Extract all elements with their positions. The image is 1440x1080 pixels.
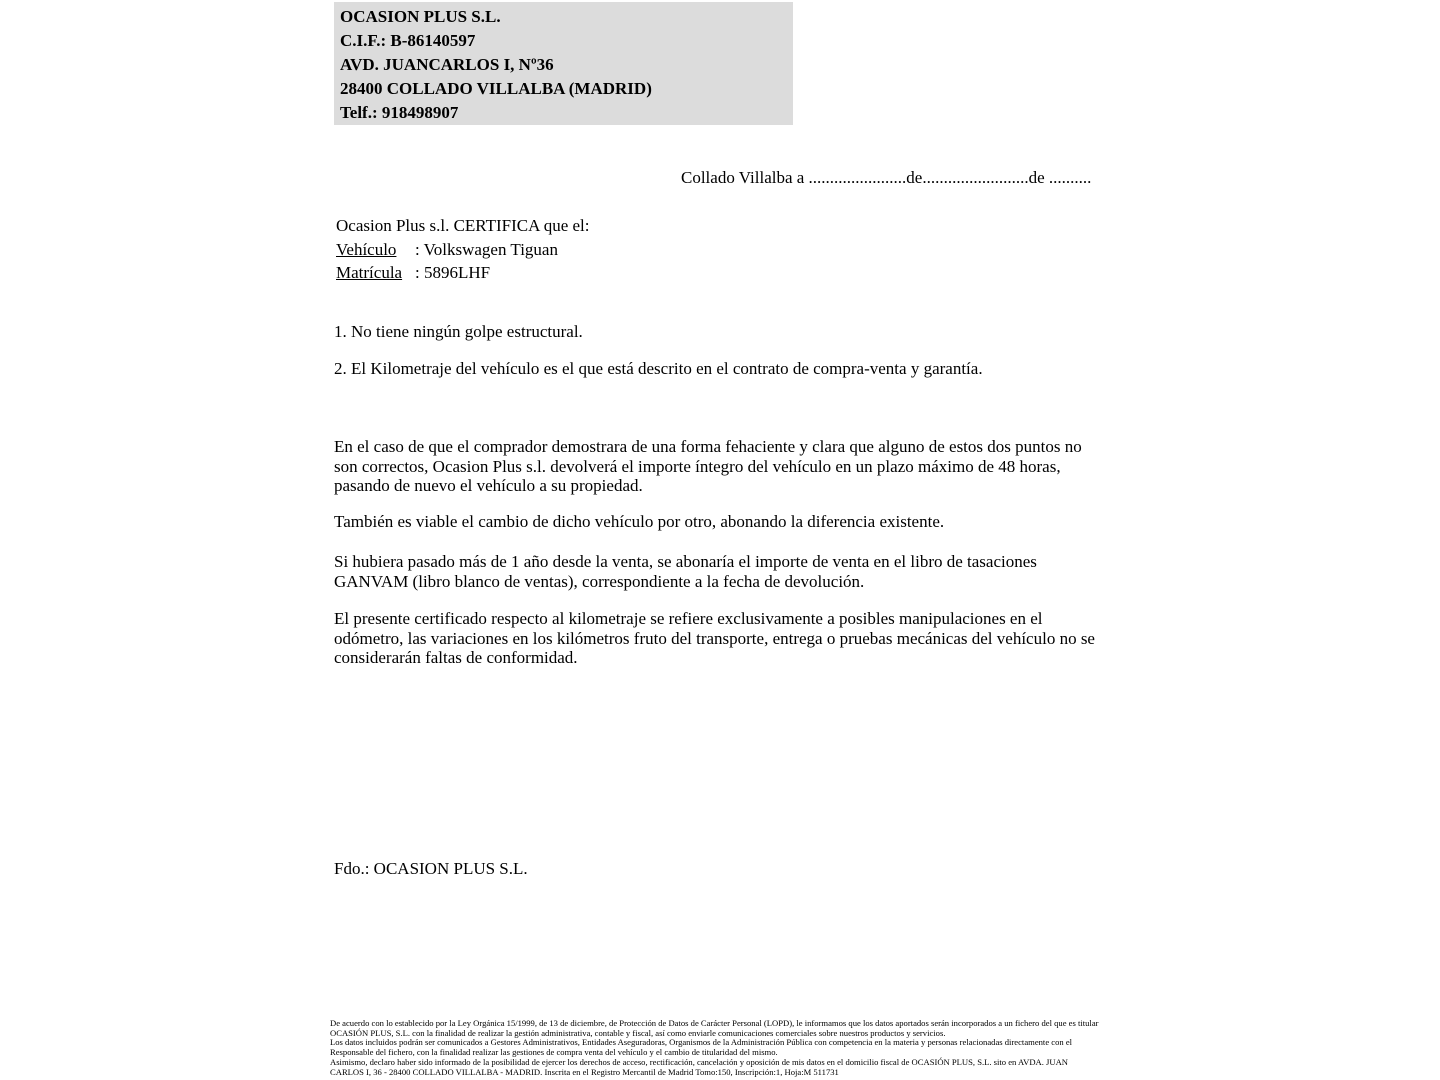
legal-line: De acuerdo con lo establecido por la Ley Orgánica 15/1999, de 13 de diciembre, de Protección de Datos de Carácter Personal (LOPD), le informamos que los datos aportados serán incorporados a un fichero del que es titular bbox=[330, 1018, 1099, 1028]
vehicle-row bbox=[336, 238, 590, 262]
paragraph-odometer-clause: El presente certificado respecto al kilometraje se refiere exclusivamente a posibles manipulaciones en el odómetro, las variaciones en los kilómetros fruto del transporte, entrega o pruebas mecánicas del vehículo no se considerarán faltas de conformidad. bbox=[334, 609, 1095, 668]
legal-line: Asimismo, declaro haber sido informado de la posibilidad de ejercer los derechos de acceso, rectificación, cancelación y oposición de mis datos en el domicilio fiscal de OCASIÓN PLUS, S.L. sito en AVDA. JUAN bbox=[330, 1056, 1069, 1067]
company-name: OCASION PLUS S.L. bbox=[340, 7, 501, 26]
point-structural: 1. No tiene ningún golpe estructural. bbox=[334, 322, 583, 341]
company-address: AVD. JUANCARLOS I, Nº36 bbox=[340, 55, 554, 74]
legal-line: Los datos incluidos podrán ser comunicados a Gestores Administrativos, Entidades Aseguradoras, Organismos de la Administración Pública con competencia en la materia y personas relacionadas directamente con el bbox=[330, 1037, 1073, 1048]
legal-line: CARLOS I, 36 - 28400 COLLADO VILLALBA - MADRID. Inscrita en el Registro Mercantil de Madrid Tomo:150, Inscripción:1, Hoja:M 511731 bbox=[330, 1066, 839, 1077]
legal-line: OCASIÓN PLUS, S.L. con la finalidad de realizar la gestión administrativa, contable y fiscal, así como enviarle comunicaciones comerciales sobre nuestros productos y servicios. bbox=[330, 1027, 946, 1038]
company-cif: C.I.F.: B-86140597 bbox=[340, 31, 476, 50]
vehicle-value: : Volkswagen Tiguan bbox=[415, 239, 558, 259]
vehicle-label: Vehículo bbox=[336, 239, 397, 259]
date-fill-in-line: Collado Villalba a .......................de.........................de .......... bbox=[681, 168, 1092, 187]
plate-value: : 5896LHF bbox=[415, 263, 491, 282]
company-phone: Telf.: 918498907 bbox=[340, 103, 459, 122]
legal-fine-print bbox=[330, 1019, 1120, 1077]
certify-block bbox=[336, 214, 590, 285]
paragraph-ganvam-clause: Si hubiera pasado más de 1 año desde la venta, se abonaría el importe de venta en el libro de tasaciones GANVAM (libro blanco de ventas), correspondiente a la fecha de devolución. bbox=[334, 552, 1037, 591]
paragraph-return-clause: En el caso de que el comprador demostrara de una forma fehaciente y clara que alguno de estos dos puntos no son correctos, Ocasion Plus s.l. devolverá el importe íntegro del vehículo en un plazo máximo de 48 horas, pasando de nuevo el vehículo a su propiedad. bbox=[334, 437, 1082, 496]
legal-line: Responsable del fichero, con la finalidad realizar las gestiones de compra venta del vehículo y el cambio de titularidad del mismo. bbox=[330, 1047, 778, 1058]
certify-intro: Ocasion Plus s.l. CERTIFICA que el: bbox=[336, 216, 590, 235]
company-header-box bbox=[334, 2, 793, 125]
signature-line: Fdo.: OCASION PLUS S.L. bbox=[334, 859, 528, 878]
paragraph-exchange-clause: También es viable el cambio de dicho vehículo por otro, abonando la diferencia existente. bbox=[334, 512, 945, 531]
company-city: 28400 COLLADO VILLALBA (MADRID) bbox=[340, 79, 652, 98]
point-mileage: 2. El Kilometraje del vehículo es el que está descrito en el contrato de compra-venta y garantía. bbox=[334, 359, 983, 378]
plate-label: Matrícula bbox=[336, 263, 403, 282]
plate-row bbox=[336, 261, 590, 285]
